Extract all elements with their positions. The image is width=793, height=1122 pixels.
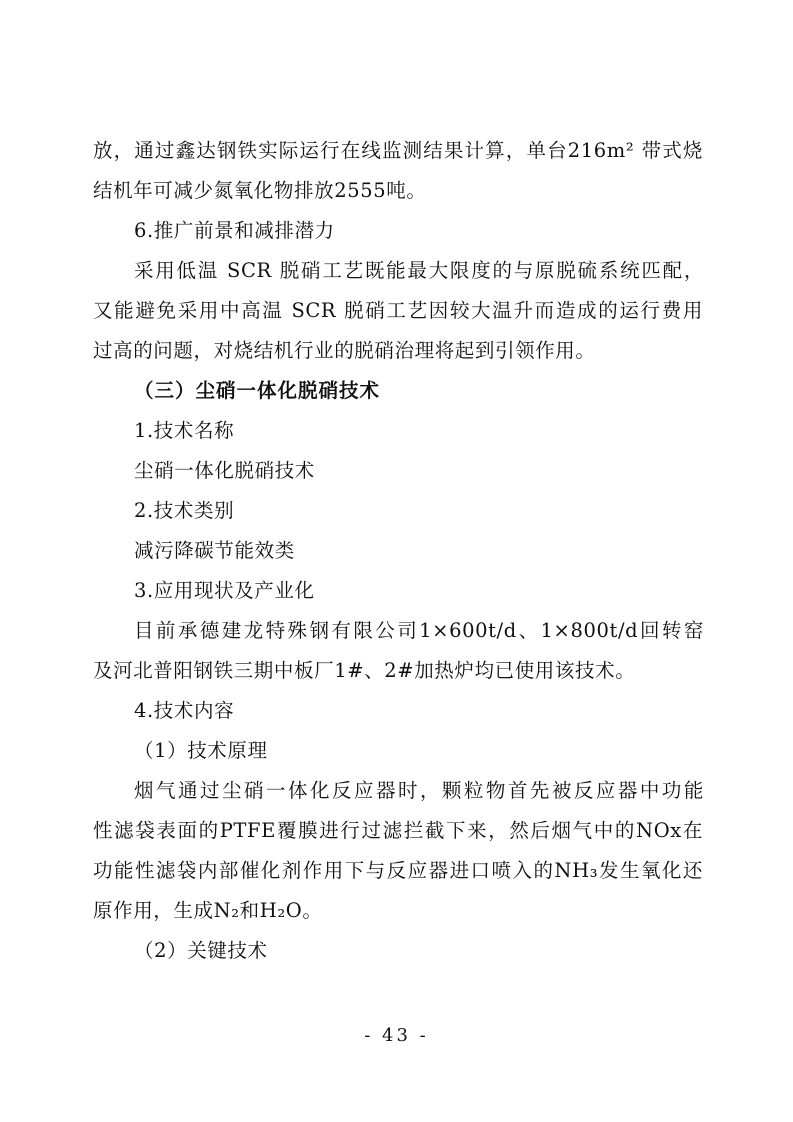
section-title: 6.推广前景和减排潜力	[134, 219, 335, 242]
section-title: 1.技术名称	[134, 419, 235, 442]
paragraph-line: 尘硝一体化脱硝技术	[134, 459, 315, 482]
paragraph-line: 原作用，生成N₂和H₂O。	[93, 899, 323, 922]
paragraph-line: 及河北普阳钢铁三期中板厂1#、2#加热炉均已使用该技术。	[93, 659, 636, 682]
paragraph-line: 过高的问题，对烧结机行业的脱硝治理将起到引领作用。	[93, 339, 596, 362]
section-title: 4.技术内容	[134, 699, 235, 722]
paragraph-line: 性滤袋表面的PTFE覆膜进行过滤拦截下来，然后烟气中的NOx在	[93, 819, 703, 842]
paragraph-line: 功能性滤袋内部催化剂作用下与反应器进口喷入的NH₃发生氧化还	[93, 859, 703, 882]
subsection-title: （1）技术原理	[134, 739, 268, 762]
section-title: 2.技术类别	[134, 499, 235, 522]
paragraph-line: 又能避免采用中高温 SCR 脱硝工艺因较大温升而造成的运行费用	[93, 299, 703, 322]
subsection-title: （2）关键技术	[134, 939, 268, 962]
section-title: 3.应用现状及产业化	[134, 579, 315, 602]
paragraph-line: 减污降碳节能效类	[134, 539, 295, 562]
paragraph-line: 结机年可减少氮氧化物排放2555吨。	[93, 179, 427, 202]
chapter-heading: （三）尘硝一体化脱硝技术	[134, 379, 381, 402]
paragraph-line: 放，通过鑫达钢铁实际运行在线监测结果计算，单台216m² 带式烧	[93, 139, 703, 162]
paragraph-line: 目前承德建龙特殊钢有限公司1×600t/d、1×800t/d回转窑	[134, 619, 704, 642]
paragraph-line: 采用低温 SCR 脱硝工艺既能最大限度的与原脱硫系统匹配，	[134, 259, 704, 282]
paragraph-line: 烟气通过尘硝一体化反应器时，颗粒物首先被反应器中功能	[134, 779, 704, 802]
page-number: - 43 -	[364, 1025, 429, 1046]
